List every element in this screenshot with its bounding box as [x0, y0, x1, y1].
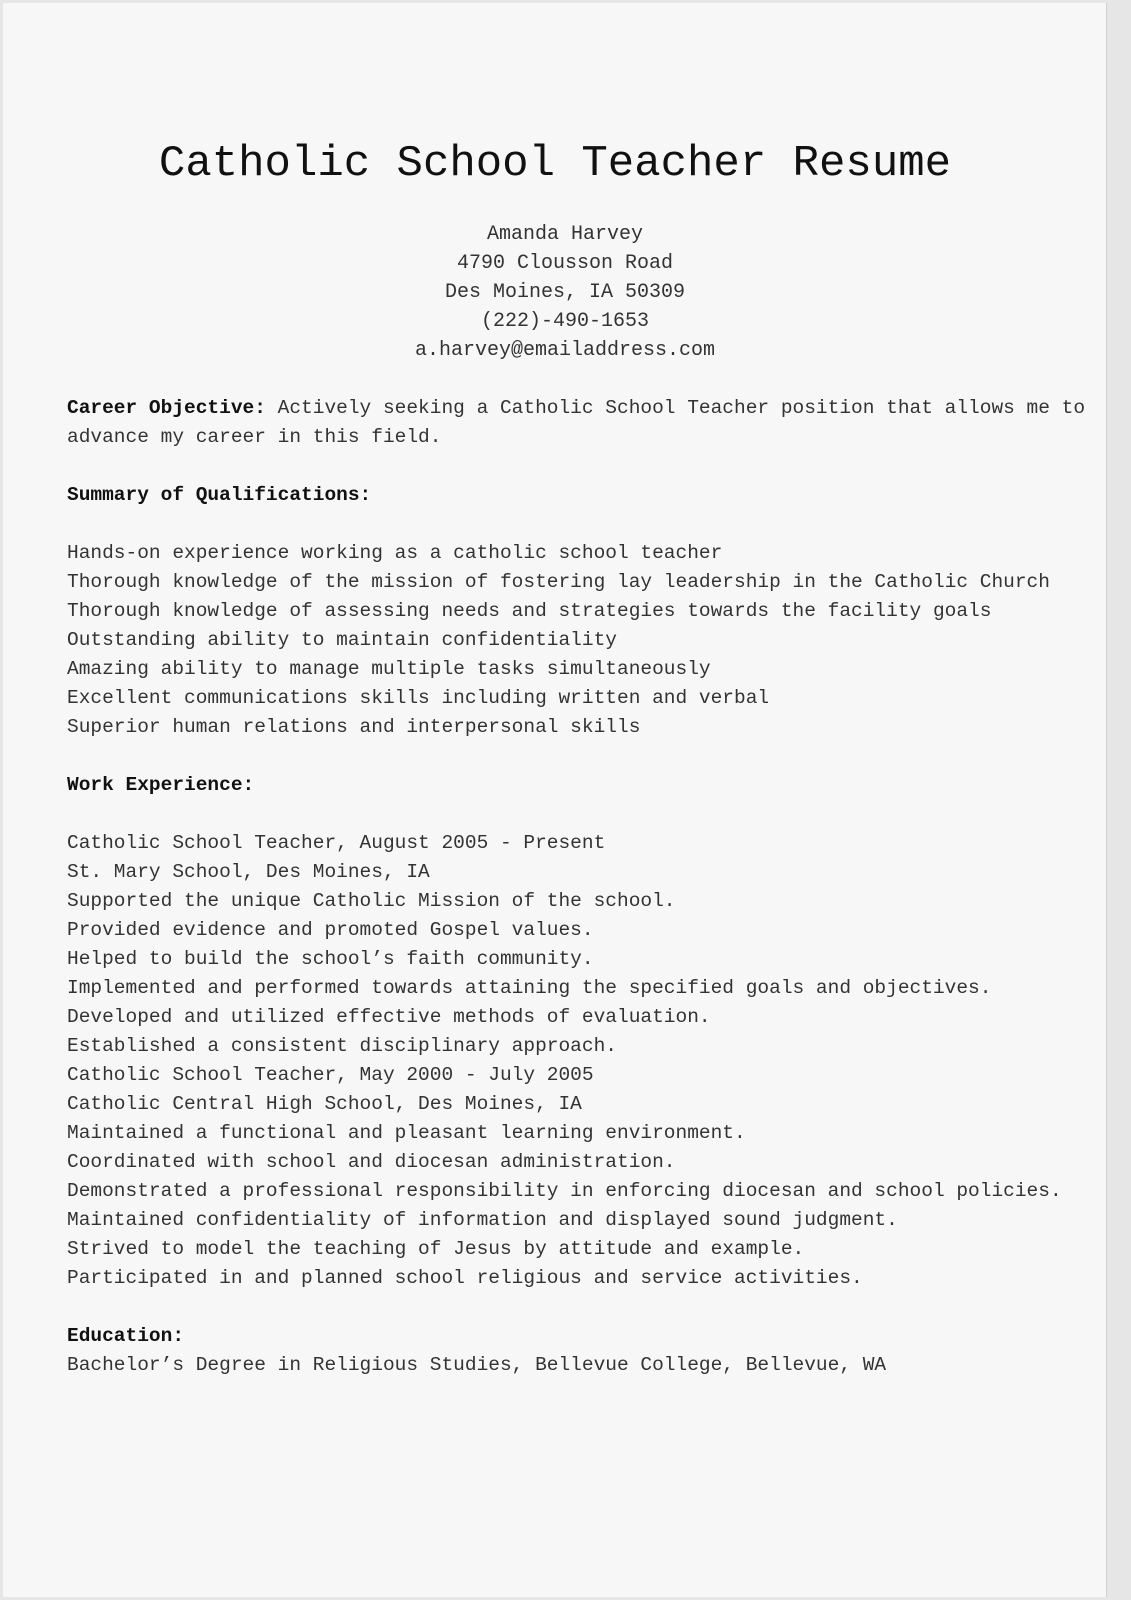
experience-item: Strived to model the teaching of Jesus by attitude and example. [67, 1238, 805, 1260]
summary-item: Superior human relations and interpersonal skills [67, 716, 641, 738]
experience-item: Implemented and performed towards attaining the specified goals and objectives. [67, 977, 992, 999]
experience-item: Catholic Central High School, Des Moines, IA [67, 1093, 582, 1115]
education-heading: Education: [67, 1325, 185, 1347]
contact-name: Amanda Harvey [486, 223, 644, 246]
contact-phone: (222)-490-1653 [480, 310, 650, 333]
summary-item: Thorough knowledge of assessing needs and strategies towards the facility goals [67, 600, 992, 622]
contact-city: Des Moines, IA 50309 [444, 281, 686, 304]
experience-item: Catholic School Teacher, May 2000 - July 2005 [67, 1064, 594, 1086]
experience-item: Maintained confidentiality of information and displayed sound judgment. [67, 1209, 898, 1231]
summary-item: Amazing ability to manage multiple tasks simultaneously [67, 658, 711, 680]
summary-heading: Summary of Qualifications: [67, 484, 372, 506]
career-objective-text: Actively seeking a Catholic School Teacher position that allows me to [265, 397, 1086, 419]
education-item: Bachelor’s Degree in Religious Studies, Bellevue College, Bellevue, WA [67, 1354, 887, 1376]
career-objective-text-continued: advance my career in this field. [67, 426, 442, 448]
experience-item: Provided evidence and promoted Gospel values. [67, 919, 594, 941]
experience-item: Demonstrated a professional responsibility in enforcing diocesan and school policies. [67, 1180, 1062, 1202]
contact-street: 4790 Clousson Road [456, 252, 674, 275]
experience-item: Participated in and planned school religious and service activities. [67, 1267, 863, 1289]
summary-item: Excellent communications skills including written and verbal [67, 687, 770, 709]
resume-title: Catholic School Teacher Resume [158, 139, 952, 189]
summary-item: Thorough knowledge of the mission of fostering lay leadership in the Catholic Church [67, 571, 1050, 593]
experience-item: Catholic School Teacher, August 2005 - Present [67, 832, 606, 854]
experience-item: Maintained a functional and pleasant learning environment. [67, 1122, 746, 1144]
contact-block [0, 220, 1130, 365]
experience-item: Supported the unique Catholic Mission of the school. [67, 890, 676, 912]
career-objective [67, 394, 1086, 423]
experience-item: Established a consistent disciplinary approach. [67, 1035, 617, 1057]
experience-item: Developed and utilized effective methods of evaluation. [67, 1006, 711, 1028]
experience-item: St. Mary School, Des Moines, IA [67, 861, 430, 883]
summary-item: Hands-on experience working as a catholic school teacher [67, 542, 723, 564]
resume-body [67, 394, 1086, 1380]
contact-email: a.harvey@emailaddress.com [414, 339, 716, 362]
experience-item: Helped to build the school’s faith community. [67, 948, 594, 970]
career-objective-label: Career Objective: [67, 397, 266, 419]
experience-item: Coordinated with school and diocesan administration. [67, 1151, 676, 1173]
experience-heading: Work Experience: [67, 774, 255, 796]
summary-item: Outstanding ability to maintain confidentiality [67, 629, 617, 651]
